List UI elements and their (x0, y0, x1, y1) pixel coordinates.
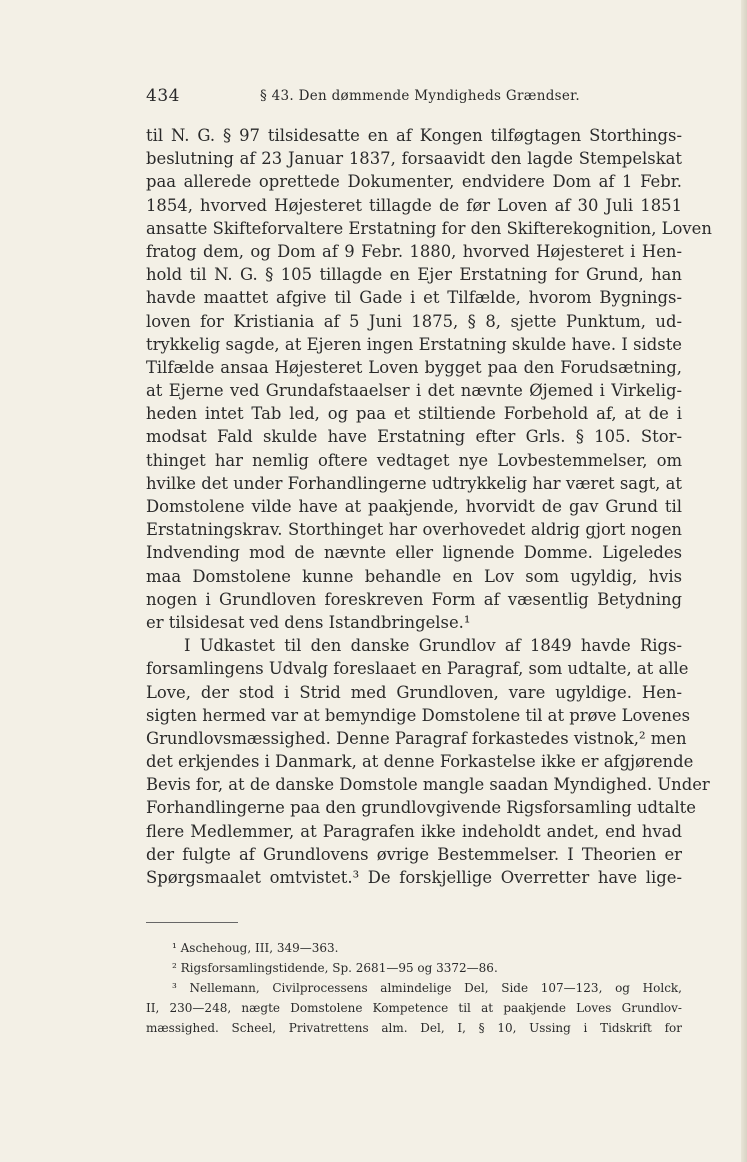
text-line: ansatte Skifteforvaltere Erstatning for den Skifterekognition, Loven (146, 218, 712, 238)
text-line: Spørgsmaalet omtvistet.³ De forskjellige Overretter have lige- (146, 868, 682, 887)
text-line: Bevis for, at de danske Domstole mangle saadan Myndighed. Under (146, 775, 710, 795)
text-line: at Ejerne ved Grundafstaaelser i det nævnte Øjemed i Virkelig- (146, 381, 682, 401)
footnote-line: ³ Nellemann, Civilprocessens almindelige Del, Side 107—123, og Holck, (172, 981, 682, 995)
text-line: beslutning af 23 Januar 1837, forsaavidt den lagde Stempelskat (146, 149, 682, 169)
text-line: sigten hermed var at bemyndige Domstolene til at prøve Lovenes (146, 705, 690, 725)
text-line: loven for Kristiania af 5 Juni 1875, § 8, sjette Punktum, ud- (146, 311, 682, 331)
text-line: det erkjendes i Danmark, at denne Forkastelse ikke er afgjørende (146, 752, 694, 772)
footnote-line: II, 230—248, nægte Domstolene Kompetence til at paakjende Loves Grundlov- (146, 1001, 682, 1015)
text-line: havde maattet afgive til Gade i et Tilfælde, hvorom Bygnings- (146, 288, 682, 308)
footnote-divider (146, 922, 238, 923)
text-line: Grundlovsmæssighed. Denne Paragraf forkastedes vistnok,² men (146, 728, 687, 748)
text-line: trykkelig sagde, at Ejeren ingen Erstatning skulde have. I sidste (146, 334, 682, 354)
text-line: maa Domstolene kunne behandle en Lov som ugyldig, hvis (146, 566, 682, 586)
text-line: Erstatningskrav. Storthinget har overhovedet aldrig gjort nogen (146, 520, 682, 540)
text-line: thinget har nemlig oftere vedtaget nye Lovbestemmelser, om (146, 450, 682, 470)
text-line: nogen i Grundloven foreskreven Form af væsentlig Betydning (146, 589, 682, 609)
text-line: Love, der stod i Strid med Grundloven, vare ugyldige. Hen- (146, 682, 682, 702)
footnotes (146, 938, 682, 1038)
footnote-line: mæssighed. Scheel, Privatrettens alm. Del, I, § 10, Ussing i Tidskrift for (146, 1021, 682, 1035)
running-title: § 43. Den dømmende Myndigheds Grændser. (260, 88, 581, 104)
footnote-line: ¹ Aschehoug, III, 349—363. (172, 941, 339, 955)
page-header (146, 86, 686, 112)
text-line: Forhandlingerne paa den grundlovgivende Rigsforsamling udtalte (146, 798, 696, 818)
text-line: til N. G. § 97 tilsidesatte en af Kongen tilføgtagen Storthings- (146, 126, 682, 145)
text-line: paa allerede oprettede Dokumenter, endvidere Dom af 1 Febr. (146, 172, 682, 192)
page-edge (741, 0, 747, 1162)
page-number: 434 (146, 86, 180, 106)
text-line: der fulgte af Grundlovens øvrige Bestemmelser. I Theorien er (146, 844, 682, 864)
text-line: er tilsidesat ved dens Istandbringelse.¹ (146, 612, 471, 632)
text-line: Tilfælde ansaa Højesteret Loven bygget paa den Forudsætning, (146, 357, 682, 377)
text-line: flere Medlemmer, at Paragrafen ikke indeholdt andet, end hvad (146, 821, 682, 841)
text-line: I Udkastet til den danske Grundlov af 1849 havde Rigs- (184, 636, 682, 656)
text-line: Domstolene vilde have at paakjende, hvorvidt de gav Grund til (146, 497, 682, 516)
text-line: fratog dem, og Dom af 9 Febr. 1880, hvorved Højesteret i Hen- (146, 241, 682, 261)
text-line: Indvending mod de nævnte eller lignende Domme. Ligeledes (146, 543, 682, 563)
body-text (146, 124, 712, 889)
text-line: hvilke det under Forhandlingerne udtrykkelig har været sagt, at (146, 473, 682, 493)
text-line: hold til N. G. § 105 tillagde en Ejer Erstatning for Grund, han (146, 265, 682, 285)
text-line: modsat Fald skulde have Erstatning efter Grls. § 105. Stor- (146, 427, 682, 447)
footnote-line: ² Rigsforsamlingstidende, Sp. 2681—95 og 3372—86. (172, 961, 498, 975)
text-line: 1854, hvorved Højesteret tillagde de før Loven af 30 Juli 1851 (146, 195, 682, 215)
text-line: heden intet Tab led, og paa et stiltiende Forbehold af, at de i (146, 404, 682, 424)
text-line: forsamlingens Udvalg foreslaaet en Paragraf, som udtalte, at alle (146, 659, 689, 679)
